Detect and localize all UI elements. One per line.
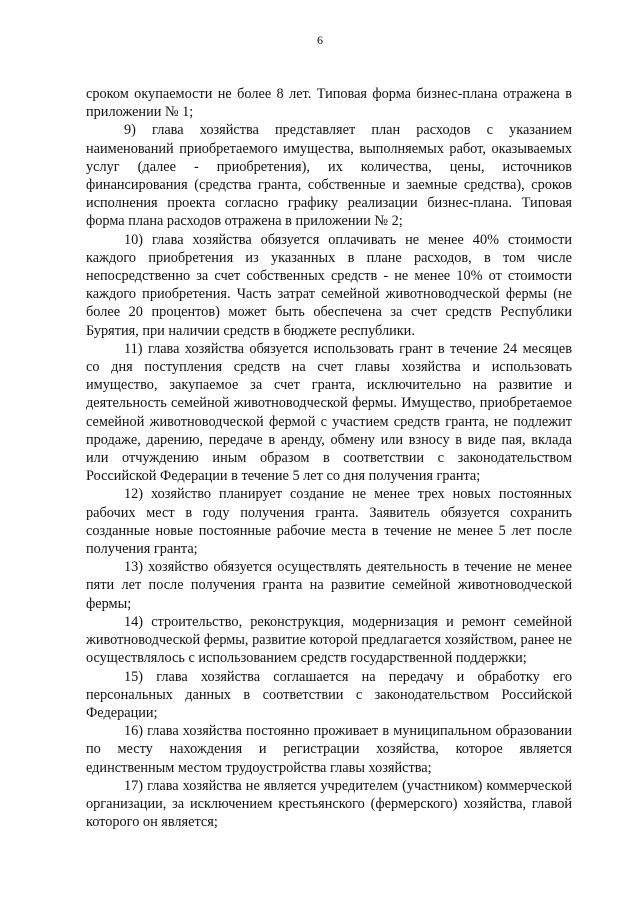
paragraph-item-13: 13) хозяйство обязуется осуществлять деятельность в течение не менее пяти лет после получения гранта на развитие семейной животноводческой фермы; — [86, 559, 572, 612]
page-number: 6 — [317, 33, 323, 47]
document-body — [86, 85, 572, 831]
paragraph-item-15: 15) глава хозяйства соглашается на передачу и обработку его персональных данных в соответствии с законодательством Российской Федерации; — [86, 668, 572, 721]
paragraph-item-10: 10) глава хозяйства обязуется оплачивать не менее 40% стоимости каждого приобретения из указанных в плане расходов, в том числе непосредственно за счет собственных средств - не менее 10% от стоимости каждого приобретения. Часть затрат семейной животноводческой фермы (не более 20 процентов) может быть обеспечена за счет средств Республики Бурятия, при наличии средств в бюджете республики. — [86, 231, 572, 339]
paragraph-item-12: 12) хозяйство планирует создание не менее трех новых постоянных рабочих мест в году получения гранта. Заявитель обязуется сохранить созданные новые постоянные рабочие места в течение не менее 5 лет после получения гранта; — [86, 486, 572, 558]
paragraph-item-17: 17) глава хозяйства не является учредителем (участником) коммерческой организации, за исключением крестьянского (фермерского) хозяйства, главой которого он является; — [86, 777, 572, 831]
paragraph-continuation: сроком окупаемости не более 8 лет. Типовая форма бизнес-плана отражена в приложении № 1; — [86, 86, 572, 121]
paragraph-item-14: 14) строительство, реконструкция, модернизация и ремонт семейной животноводческой фермы, развитие которой предлагается хозяйством, ранее не осуществлялось с использованием средств государственной поддержки; — [86, 613, 572, 667]
paragraph-item-16: 16) глава хозяйства постоянно проживает в муниципальном образовании по месту нахождения и регистрации хозяйства, которое является единственным местом трудоустройства главы хозяйства; — [86, 723, 572, 776]
paragraph-item-9: 9) глава хозяйства представляет план расходов с указанием наименований приобретаемого имущества, выполняемых работ, оказываемых услуг (далее - приобретения), их количества, цены, источников финансирования (средства гранта, собственные и заемные средства), сроков исполнения проекта согласно графику реализации бизнес-плана. Типовая форма плана расходов отражена в приложении № 2; — [86, 122, 572, 230]
paragraph-item-11: 11) глава хозяйства обязуется использовать грант в течение 24 месяцев со дня поступления средств на счет главы хозяйства и использовать имущество, закупаемое за счет гранта, исключительно на развитие и деятельность семейной животноводческой фермы. Имущество, приобретаемое семейной животноводческой фермой с участием средств гранта, не подлежит продаже, дарению, передаче в аренду, обмену или взносу в виде пая, вклада или отчуждению иным образом в соответствии с законодательством Российской Федерации в течение 5 лет со дня получения гранта; — [86, 340, 572, 485]
